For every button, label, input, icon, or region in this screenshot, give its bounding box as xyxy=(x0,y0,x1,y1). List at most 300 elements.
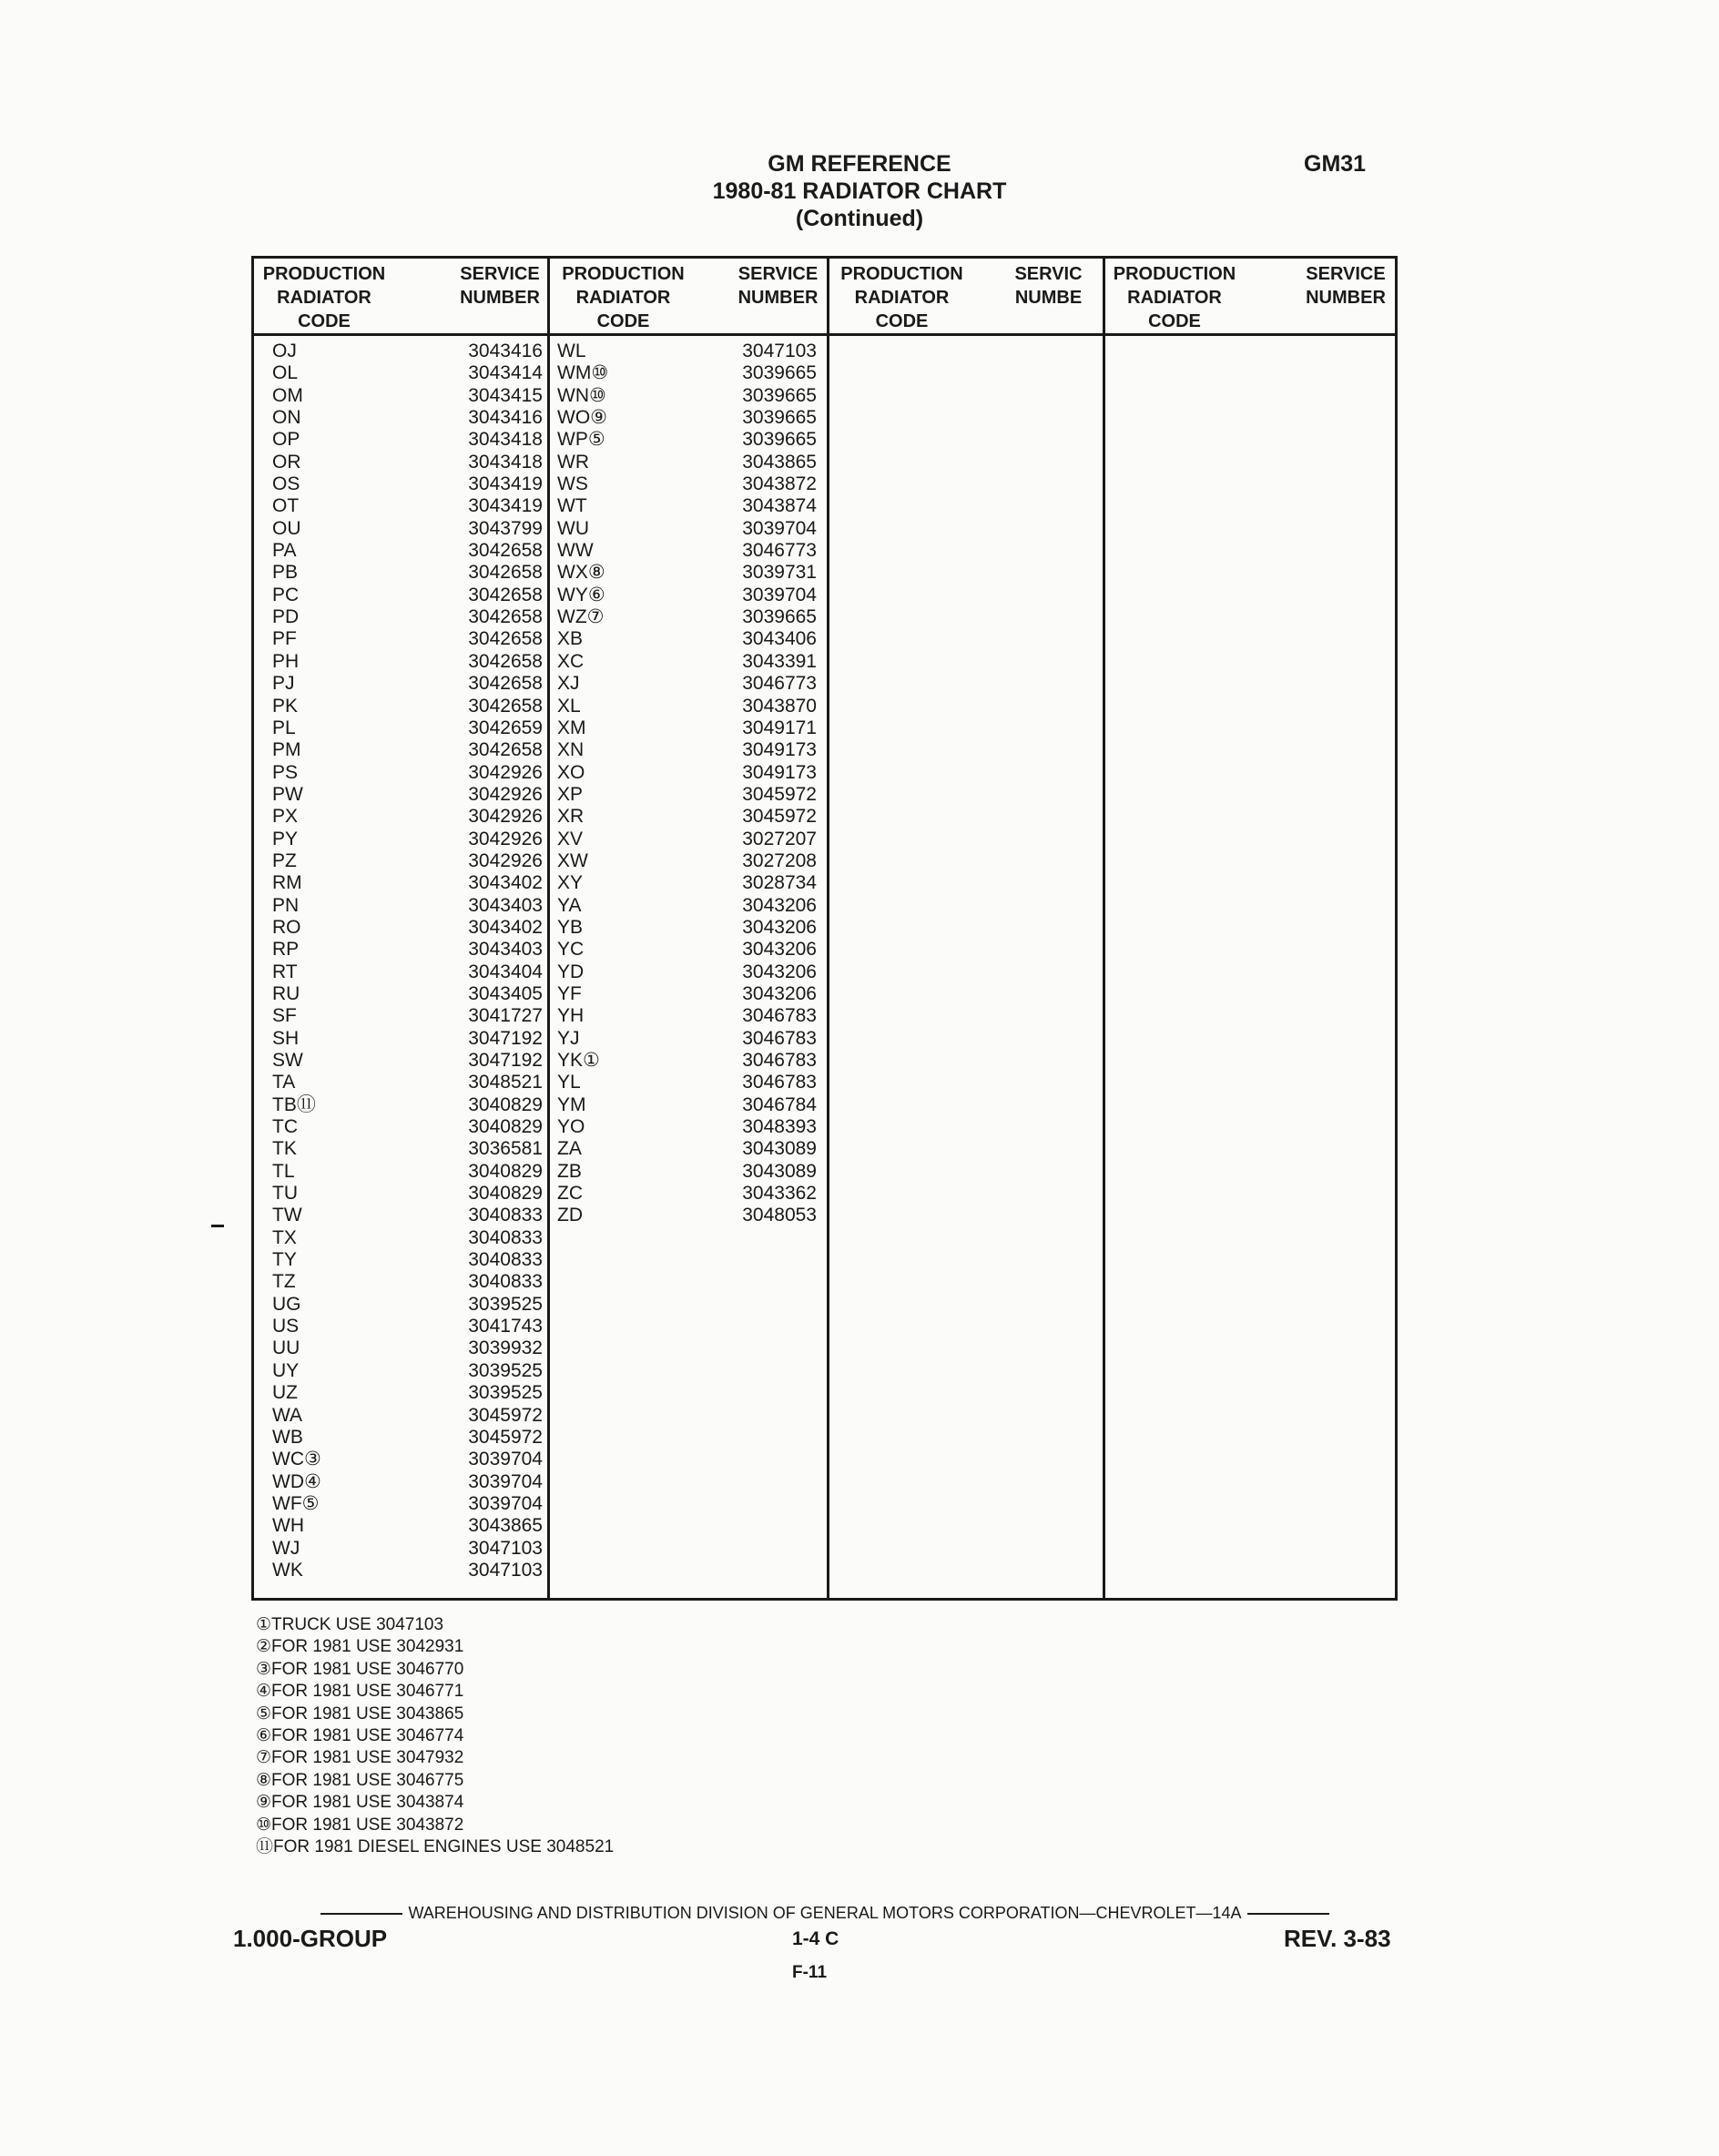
service-number: 3040829 xyxy=(468,1093,543,1115)
table-row xyxy=(272,1405,543,1427)
service-number: 3043415 xyxy=(468,384,543,406)
table-row xyxy=(272,562,543,584)
table-row xyxy=(272,829,543,850)
service-number: 3039665 xyxy=(742,429,817,451)
header-divider xyxy=(254,333,1395,336)
service-number: 3047103 xyxy=(468,1559,543,1581)
service-number: 3043416 xyxy=(468,407,543,429)
service-number: 3047103 xyxy=(468,1537,543,1559)
production-code: YF xyxy=(557,982,582,1004)
service-number: 3043414 xyxy=(468,362,543,384)
production-code: TY xyxy=(272,1249,297,1271)
production-code: YM xyxy=(557,1093,586,1115)
service-number: 3042659 xyxy=(468,717,543,738)
production-code: PC xyxy=(272,584,300,605)
table-row xyxy=(272,495,543,517)
production-code: XR xyxy=(557,806,585,828)
production-code: SF xyxy=(272,1005,297,1027)
header-service-2: SERVICE NUMBER xyxy=(737,264,819,308)
table-row xyxy=(557,362,820,384)
production-code: WK xyxy=(272,1559,303,1581)
table-row xyxy=(272,473,543,495)
service-number: 3042658 xyxy=(468,540,543,562)
production-code: PB xyxy=(272,562,299,584)
service-number: 3043870 xyxy=(742,695,817,717)
production-code: WJ xyxy=(272,1537,300,1559)
footnote: ⑨FOR 1981 USE 3043874 xyxy=(256,1793,464,1813)
table-row xyxy=(557,1072,820,1093)
table-row xyxy=(272,385,543,407)
production-code: OT xyxy=(272,495,300,517)
service-number: 3045972 xyxy=(742,806,817,828)
production-code: UZ xyxy=(272,1382,298,1404)
production-code: XW xyxy=(557,849,588,871)
table-row xyxy=(272,673,543,695)
table-row xyxy=(557,628,820,650)
production-code: XL xyxy=(557,695,581,717)
service-number: 3043406 xyxy=(742,628,817,650)
service-number: 3042658 xyxy=(468,650,543,672)
table-row xyxy=(272,872,543,894)
service-number: 3042658 xyxy=(468,584,543,605)
production-code: WP⑤ xyxy=(557,429,605,451)
table-row xyxy=(557,495,820,517)
table-row xyxy=(272,1227,543,1249)
header-service-1: SERVICE NUMBER xyxy=(460,264,540,308)
production-code: OM xyxy=(272,384,303,406)
table-row xyxy=(557,473,820,495)
production-code: WR xyxy=(557,451,589,473)
footnote: ①TRUCK USE 3047103 xyxy=(256,1615,444,1634)
production-code: WF⑤ xyxy=(272,1492,320,1514)
production-code: XJ xyxy=(557,673,580,695)
production-code: OP xyxy=(272,429,300,451)
service-number: 3036581 xyxy=(468,1138,543,1160)
production-code: PH xyxy=(272,650,300,672)
service-number: 3039665 xyxy=(742,362,817,384)
table-row xyxy=(272,784,543,806)
table-row xyxy=(272,1493,543,1515)
service-number: 3046783 xyxy=(742,1005,817,1027)
footnote: ⑦FOR 1981 USE 3047932 xyxy=(256,1748,464,1768)
service-number: 3043089 xyxy=(742,1160,817,1182)
service-number: 3043089 xyxy=(742,1138,817,1160)
service-number: 3039665 xyxy=(742,384,817,406)
production-code: WT xyxy=(557,495,587,517)
header-production-4: PRODUCTION RADIATOR CODE xyxy=(1113,264,1236,331)
column-divider xyxy=(1103,259,1105,1598)
service-number: 3047103 xyxy=(742,341,817,361)
production-code: TA xyxy=(272,1072,296,1093)
production-code: WM⑩ xyxy=(557,362,609,384)
table-row xyxy=(557,895,820,917)
service-number: 3027208 xyxy=(742,849,817,871)
table-row xyxy=(272,1449,543,1470)
production-code: PK xyxy=(272,695,299,717)
table-row xyxy=(557,540,820,562)
service-number: 3042926 xyxy=(468,783,543,805)
table-row xyxy=(557,673,820,695)
production-code: XC xyxy=(557,650,585,672)
table-row xyxy=(272,585,543,606)
service-number: 3045972 xyxy=(468,1426,543,1448)
table-row xyxy=(557,784,820,806)
service-number: 3042926 xyxy=(468,849,543,871)
production-code: UU xyxy=(272,1337,300,1359)
production-code: YK① xyxy=(557,1050,600,1071)
table-row xyxy=(272,1337,543,1359)
production-code: PY xyxy=(272,828,299,849)
table-row xyxy=(272,806,543,828)
table-row xyxy=(272,850,543,872)
service-number: 3047192 xyxy=(468,1050,543,1071)
production-code: TW xyxy=(272,1205,302,1226)
header-service-3: SERVIC NUMBE xyxy=(1014,264,1083,308)
footnote: ④FOR 1981 USE 3046771 xyxy=(256,1682,464,1702)
production-code: TB⑪ xyxy=(272,1093,316,1115)
production-code: UY xyxy=(272,1359,300,1381)
production-code: WO⑨ xyxy=(557,407,607,429)
service-number: 3043206 xyxy=(742,894,817,916)
footnote: ⑧FOR 1981 USE 3046775 xyxy=(256,1770,464,1790)
production-code: ON xyxy=(272,407,301,429)
table-row xyxy=(557,606,820,628)
table-row xyxy=(557,850,820,872)
service-number: 3039525 xyxy=(468,1293,543,1315)
service-number: 3043404 xyxy=(468,961,543,982)
table-row xyxy=(557,939,820,961)
service-number: 3039932 xyxy=(468,1337,543,1359)
service-number: 3046773 xyxy=(742,540,817,562)
production-code: RP xyxy=(272,939,300,961)
table-row xyxy=(557,518,820,540)
table-row xyxy=(557,1138,820,1160)
table-row xyxy=(272,1183,543,1205)
production-code: WH xyxy=(272,1515,304,1537)
service-number: 3039665 xyxy=(742,606,817,628)
table-row xyxy=(272,518,543,540)
table-row xyxy=(272,1205,543,1226)
service-number: 3043206 xyxy=(742,939,817,961)
table-row xyxy=(557,1205,820,1226)
service-number: 3045972 xyxy=(468,1404,543,1426)
service-number: 3043206 xyxy=(742,982,817,1004)
service-number: 3043206 xyxy=(742,961,817,982)
production-code: WA xyxy=(272,1404,303,1426)
production-code: XP xyxy=(557,783,584,805)
table-row xyxy=(557,585,820,606)
production-code: XV xyxy=(557,828,584,849)
production-code: PW xyxy=(272,783,303,805)
production-code: OS xyxy=(272,473,300,495)
table-row xyxy=(272,1515,543,1537)
production-code: RU xyxy=(272,982,300,1004)
service-number: 3043402 xyxy=(468,916,543,938)
service-number: 3040833 xyxy=(468,1205,543,1226)
service-number: 3049173 xyxy=(742,739,817,761)
production-code: OU xyxy=(272,517,301,539)
table-row xyxy=(557,1028,820,1050)
production-code: RT xyxy=(272,961,298,982)
table-row xyxy=(557,429,820,451)
table-row xyxy=(272,1116,543,1138)
table-row xyxy=(272,341,543,362)
table-row xyxy=(272,1538,543,1560)
production-code: PN xyxy=(272,894,300,916)
production-code: TK xyxy=(272,1138,297,1160)
service-number: 3039525 xyxy=(468,1359,543,1381)
service-number: 3043416 xyxy=(468,341,543,361)
table-row xyxy=(272,1471,543,1493)
table-row xyxy=(272,983,543,1005)
production-code: PJ xyxy=(272,673,295,695)
production-code: PS xyxy=(272,761,299,783)
service-number: 3043405 xyxy=(468,982,543,1004)
service-number: 3043362 xyxy=(742,1183,817,1205)
table-row xyxy=(557,407,820,429)
production-code: RO xyxy=(272,916,301,938)
production-code: ZB xyxy=(557,1160,582,1182)
production-code: ZA xyxy=(557,1138,582,1160)
production-code: US xyxy=(272,1316,300,1337)
table-row xyxy=(272,939,543,961)
table-row xyxy=(557,872,820,894)
production-code: PF xyxy=(272,628,297,650)
service-number: 3028734 xyxy=(742,872,817,894)
production-code: WW xyxy=(557,540,594,562)
page-number: F-11 xyxy=(792,1963,828,1982)
service-number: 3042926 xyxy=(468,761,543,783)
table-row xyxy=(272,739,543,761)
production-code: YH xyxy=(557,1005,585,1027)
service-number: 3039704 xyxy=(742,584,817,605)
table-row xyxy=(272,1294,543,1316)
service-number: 3040829 xyxy=(468,1183,543,1205)
production-code: WX⑧ xyxy=(557,562,605,584)
table-row xyxy=(272,1138,543,1160)
table-column-group-2 xyxy=(557,341,820,1227)
production-code: PD xyxy=(272,606,300,628)
service-number: 3046783 xyxy=(742,1027,817,1049)
table-row xyxy=(272,1271,543,1293)
table-row xyxy=(272,1560,543,1581)
column-divider xyxy=(547,259,550,1598)
header-production-1: PRODUCTION RADIATOR CODE xyxy=(262,264,386,331)
table-row xyxy=(557,1183,820,1205)
service-number: 3039704 xyxy=(742,517,817,539)
table-row xyxy=(557,762,820,784)
service-number: 3049171 xyxy=(742,717,817,738)
table-row xyxy=(272,452,543,473)
service-number: 3049173 xyxy=(742,761,817,783)
table-row xyxy=(557,651,820,673)
footer-group: 1.000-GROUP xyxy=(233,1925,388,1952)
doc-subtitle: (Continued) xyxy=(795,206,924,231)
table-column-group-1 xyxy=(272,341,543,1581)
production-code: SH xyxy=(272,1027,300,1049)
production-code: WB xyxy=(272,1426,303,1448)
table-row xyxy=(557,917,820,939)
table-row xyxy=(272,696,543,717)
production-code: WL xyxy=(557,341,586,361)
service-number: 3039525 xyxy=(468,1382,543,1404)
table-row xyxy=(557,452,820,473)
footnote: ③FOR 1981 USE 3046770 xyxy=(256,1659,464,1679)
footnote: ②FOR 1981 USE 3042931 xyxy=(256,1637,464,1657)
table-row xyxy=(272,606,543,628)
table-row xyxy=(557,341,820,362)
service-number: 3040833 xyxy=(468,1249,543,1271)
service-number: 3046783 xyxy=(742,1072,817,1093)
table-row xyxy=(557,829,820,850)
table-row xyxy=(557,739,820,761)
table-row xyxy=(272,628,543,650)
production-code: XN xyxy=(557,739,585,761)
production-code: WN⑩ xyxy=(557,384,606,406)
table-row xyxy=(272,1316,543,1337)
service-number: 3046783 xyxy=(742,1050,817,1071)
table-row xyxy=(557,1050,820,1072)
table-row xyxy=(557,961,820,983)
table-row xyxy=(557,385,820,407)
service-number: 3042926 xyxy=(468,806,543,828)
footnote: ⑩FOR 1981 USE 3043872 xyxy=(256,1815,464,1835)
service-number: 3043391 xyxy=(742,650,817,672)
production-code: TU xyxy=(272,1183,298,1205)
service-number: 3042658 xyxy=(468,562,543,584)
service-number: 3040833 xyxy=(468,1271,543,1293)
service-number: 3041743 xyxy=(468,1316,543,1337)
table-row xyxy=(272,917,543,939)
production-code: PM xyxy=(272,739,301,761)
header-production-3: PRODUCTION RADIATOR CODE xyxy=(840,264,963,331)
table-row xyxy=(557,806,820,828)
service-number: 3043872 xyxy=(742,473,817,495)
service-number: 3043403 xyxy=(468,939,543,961)
production-code: YA xyxy=(557,894,582,916)
service-number: 3027207 xyxy=(742,828,817,849)
table-row xyxy=(272,1249,543,1271)
service-number: 3042658 xyxy=(468,739,543,761)
table-row xyxy=(557,1094,820,1116)
production-code: PA xyxy=(272,540,297,562)
service-number: 3043419 xyxy=(468,495,543,517)
table-row xyxy=(272,540,543,562)
service-number: 3043418 xyxy=(468,451,543,473)
production-code: WU xyxy=(557,517,589,539)
table-row xyxy=(272,362,543,384)
service-number: 3041727 xyxy=(468,1005,543,1027)
service-number: 3048521 xyxy=(468,1072,543,1093)
production-code: ZD xyxy=(557,1205,583,1226)
table-row xyxy=(272,1050,543,1072)
service-number: 3040829 xyxy=(468,1160,543,1182)
production-code: SW xyxy=(272,1050,303,1071)
table-row xyxy=(272,1028,543,1050)
footnote: ⑤FOR 1981 USE 3043865 xyxy=(256,1703,464,1724)
service-number: 3047192 xyxy=(468,1027,543,1049)
production-code: WY⑥ xyxy=(557,584,605,605)
footnote: ⑪FOR 1981 DIESEL ENGINES USE 3048521 xyxy=(256,1837,615,1857)
footer-division: WAREHOUSING AND DISTRIBUTION DIVISION OF GENERAL MOTORS CORPORATION—CHEVROLET—14A xyxy=(233,1904,1417,1923)
table-row xyxy=(272,429,543,451)
production-code: YL xyxy=(557,1072,581,1093)
table-row xyxy=(272,1161,543,1183)
service-number: 3043799 xyxy=(468,517,543,539)
production-code: PL xyxy=(272,717,296,738)
service-number: 3039731 xyxy=(742,562,817,584)
production-code: WS xyxy=(557,473,588,495)
production-code: PZ xyxy=(272,849,297,871)
table-row xyxy=(557,717,820,739)
header-production-2: PRODUCTION RADIATOR CODE xyxy=(562,264,685,331)
footnotes xyxy=(256,1614,614,1858)
production-code: WD④ xyxy=(272,1470,321,1492)
production-code: PX xyxy=(272,806,299,828)
table-row xyxy=(272,762,543,784)
service-number: 3043402 xyxy=(468,872,543,894)
service-number: 3043419 xyxy=(468,473,543,495)
service-number: 3039704 xyxy=(468,1449,543,1470)
production-code: TC xyxy=(272,1116,298,1138)
production-code: ZC xyxy=(557,1183,583,1205)
table-row xyxy=(557,1005,820,1027)
production-code: TL xyxy=(272,1160,295,1182)
service-number: 3043865 xyxy=(742,451,817,473)
production-code: OL xyxy=(272,362,299,384)
production-code: WC③ xyxy=(272,1449,321,1470)
column-divider xyxy=(827,259,829,1598)
table-row xyxy=(272,1072,543,1093)
service-number: 3043403 xyxy=(468,894,543,916)
service-number: 3046773 xyxy=(742,673,817,695)
radiator-chart-table xyxy=(251,256,1398,1601)
production-code: XB xyxy=(557,628,584,650)
production-code: RM xyxy=(272,872,302,894)
table-row xyxy=(272,651,543,673)
service-number: 3043865 xyxy=(468,1515,543,1537)
table-row xyxy=(272,1005,543,1027)
service-number: 3042658 xyxy=(468,695,543,717)
table-row xyxy=(272,895,543,917)
service-number: 3039665 xyxy=(742,407,817,429)
table-row xyxy=(557,562,820,584)
doc-heading: GM REFERENCE xyxy=(768,151,951,177)
service-number: 3039704 xyxy=(468,1470,543,1492)
footnote: ⑥FOR 1981 USE 3046774 xyxy=(256,1726,464,1746)
production-code: XY xyxy=(557,872,584,894)
table-row xyxy=(557,1116,820,1138)
production-code: TZ xyxy=(272,1271,296,1293)
footer-revision: REV. 3-83 xyxy=(1284,1925,1391,1952)
service-number: 3046784 xyxy=(742,1093,817,1115)
service-number: 3042926 xyxy=(468,828,543,849)
table-row xyxy=(557,983,820,1005)
header-service-4: SERVICE NUMBER xyxy=(1306,264,1386,308)
table-row xyxy=(272,1360,543,1382)
service-number: 3043206 xyxy=(742,916,817,938)
production-code: WZ⑦ xyxy=(557,606,605,628)
table-row xyxy=(272,961,543,983)
service-number: 3042658 xyxy=(468,628,543,650)
table-row xyxy=(557,696,820,717)
table-row xyxy=(557,1161,820,1183)
service-number: 3045972 xyxy=(742,783,817,805)
doc-title: 1980-81 RADIATOR CHART xyxy=(712,178,1007,204)
footer-page-ref: 1-4 C xyxy=(792,1928,839,1949)
production-code: XM xyxy=(557,717,586,738)
table-row xyxy=(272,717,543,739)
